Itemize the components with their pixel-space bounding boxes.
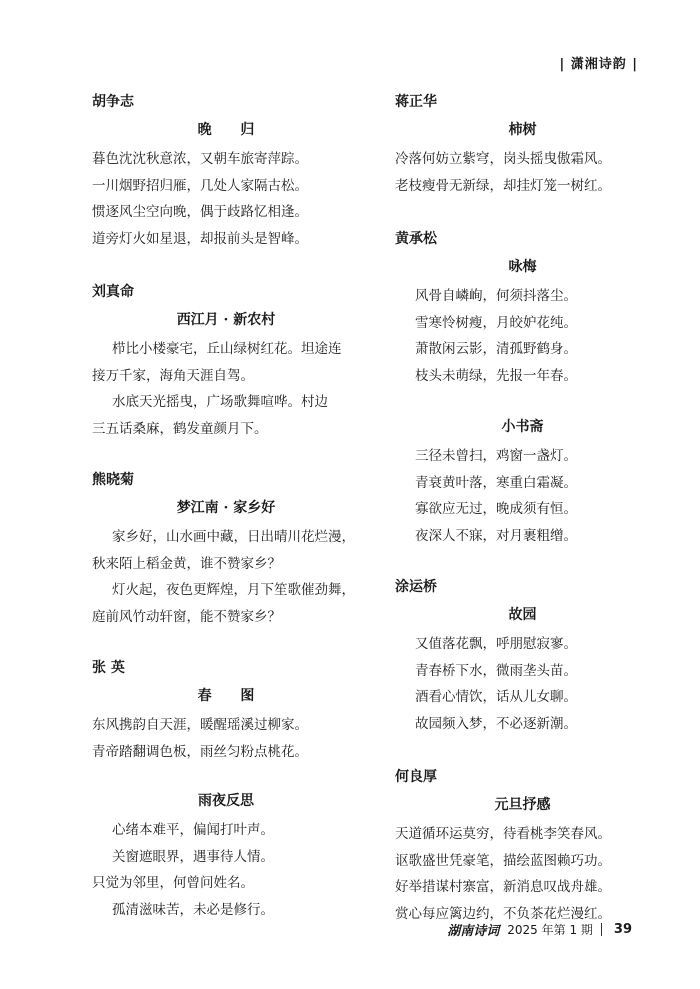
poem-line: 好举措谋村寨富，新消息叹战舟雄。: [395, 879, 611, 895]
poem-title: 春 图: [197, 688, 267, 704]
poem-line: 水底天光摇曳，广场歌舞喧哗。村边: [112, 394, 328, 410]
poem-title: 小书斋: [501, 419, 544, 435]
poem-title: 故园: [508, 607, 537, 623]
poem-author: 胡争志: [92, 94, 134, 110]
poem-block: [395, 92, 650, 199]
poem-line: 夜深人不寐，对月裹粗缯。: [415, 527, 577, 544]
poem-line: 三径未曾扫，鸡窗一盏灯。: [415, 448, 577, 464]
poem-line: 心绪本难平，偏闻打叶声。: [112, 822, 274, 838]
poem-line: 酒看心情饮，话从儿女聊。: [415, 689, 577, 705]
poem-line: 风骨自嶙峋，何须抖落尘。: [415, 288, 577, 304]
poem-title: 晚 归: [197, 122, 267, 138]
poem-block: [395, 417, 650, 549]
poem-line: 又值落花飘，呼朋慰寂寥。: [415, 636, 577, 652]
poem-author: 何良厚: [395, 769, 437, 785]
poem-line: 冷落何妨立紫穹，岗头摇曳傲霜风。: [395, 151, 611, 167]
left-column: [92, 92, 360, 923]
poem-block: [92, 282, 360, 442]
poem-block: [395, 577, 650, 737]
poem-line: 青衰黄叶落，寒重白霜凝。: [415, 474, 577, 491]
poem-line: 萧散闲云影，清孤野鹤身。: [415, 341, 577, 357]
poem-author: 涂运桥: [395, 579, 437, 595]
poem-author: 黄承松: [395, 231, 437, 247]
poem-line: 庭前风竹动轩窗，能不赞家乡？: [92, 608, 281, 625]
poem-title: 咏梅: [508, 259, 537, 275]
poem-line: 青帝踏翻调色板，雨丝匀粉点桃花。: [92, 743, 308, 760]
poem-line: 关窗遮眼界，遇事待人情。: [112, 848, 274, 865]
section-header: | 潇湘诗韵 |: [559, 57, 638, 72]
poem-author: 熊晓菊: [92, 472, 134, 488]
poem-line: 秋来陌上稻金黄，谁不赞家乡？: [92, 555, 281, 572]
poem-block: [395, 767, 650, 927]
poem-block: [92, 658, 360, 765]
footer-divider: [601, 923, 602, 936]
poem-line: 枝头未萌绿，先报一年春。: [415, 367, 577, 384]
poem-title: 雨夜反思: [198, 793, 254, 809]
poem-title: 元旦抒感: [494, 797, 551, 813]
poem-line: 天道循环运莫穷，待看桃李笑春风。: [395, 826, 611, 842]
poem-line: 道旁灯火如星退，却报前头是智峰。: [92, 230, 308, 247]
poem-line: 赏心每应篱边约，不负茶花烂漫红。: [395, 905, 611, 922]
poem-line: 老枝瘦骨无新绿，却挂灯笼一树红。: [395, 177, 611, 194]
poem-line: 故园频入梦，不必逐新潮。: [415, 715, 577, 732]
poem-line: 讴歌盛世凭豪笔，描绘蓝图赖巧功。: [395, 852, 611, 869]
poem-line: 雪寒怜树瘦，月皎妒花纯。: [415, 314, 577, 331]
poem-title: 梦江南 · 家乡好: [176, 500, 276, 516]
poem-block: [92, 470, 360, 630]
journal-logo: 湖南诗词: [447, 924, 500, 939]
poem-block: [92, 92, 360, 252]
poem-line: 东风携韵自天涯，暖醒瑶溪过柳家。: [92, 717, 308, 733]
right-column: [395, 92, 650, 927]
poem-line: 暮色沈沈秋意浓，又朝车旅寄萍踪。: [92, 151, 308, 167]
page-footer: [447, 920, 632, 939]
poem-line: 家乡好，山水画中藏，日出晴川花烂漫，: [112, 529, 355, 545]
issue-label: 2025 年第 1 期: [507, 923, 593, 937]
poem-line: 一川烟野招归雁，几处人家隔古松。: [92, 177, 308, 194]
poem-title: 柿树: [508, 122, 537, 138]
poem-line: 惯逐风尘空向晚，偶于歧路忆相逢。: [92, 204, 308, 220]
poem-title: 西江月 · 新农村: [176, 312, 276, 328]
poem-line: 只觉为邻里，何曾问姓名。: [92, 875, 254, 891]
poem-block: [395, 229, 650, 389]
poem-line: 青春桥下水，微雨垄头苗。: [415, 662, 577, 679]
poem-line: 寡欲应无过，晚成须有恒。: [415, 501, 577, 517]
poem-line: 孤清滋味苦，未必是修行。: [112, 901, 274, 918]
poem-line: 三五话桑麻，鹤发童颜月下。: [92, 420, 268, 437]
poem-author: 蒋正华: [395, 94, 437, 110]
poem-author: 刘真命: [92, 284, 134, 300]
poem-line: 接万千家，海角天涯自驾。: [92, 367, 254, 384]
poem-line: 栉比小楼豪宅，丘山绿树红花。坦途连: [112, 341, 342, 357]
page-number: 39: [613, 922, 632, 937]
poem-author: 张 英: [92, 660, 125, 676]
poem-line: 灯火起，夜色更辉煌，月下笙歌催劲舞，: [112, 582, 355, 598]
poem-block: [92, 791, 360, 923]
